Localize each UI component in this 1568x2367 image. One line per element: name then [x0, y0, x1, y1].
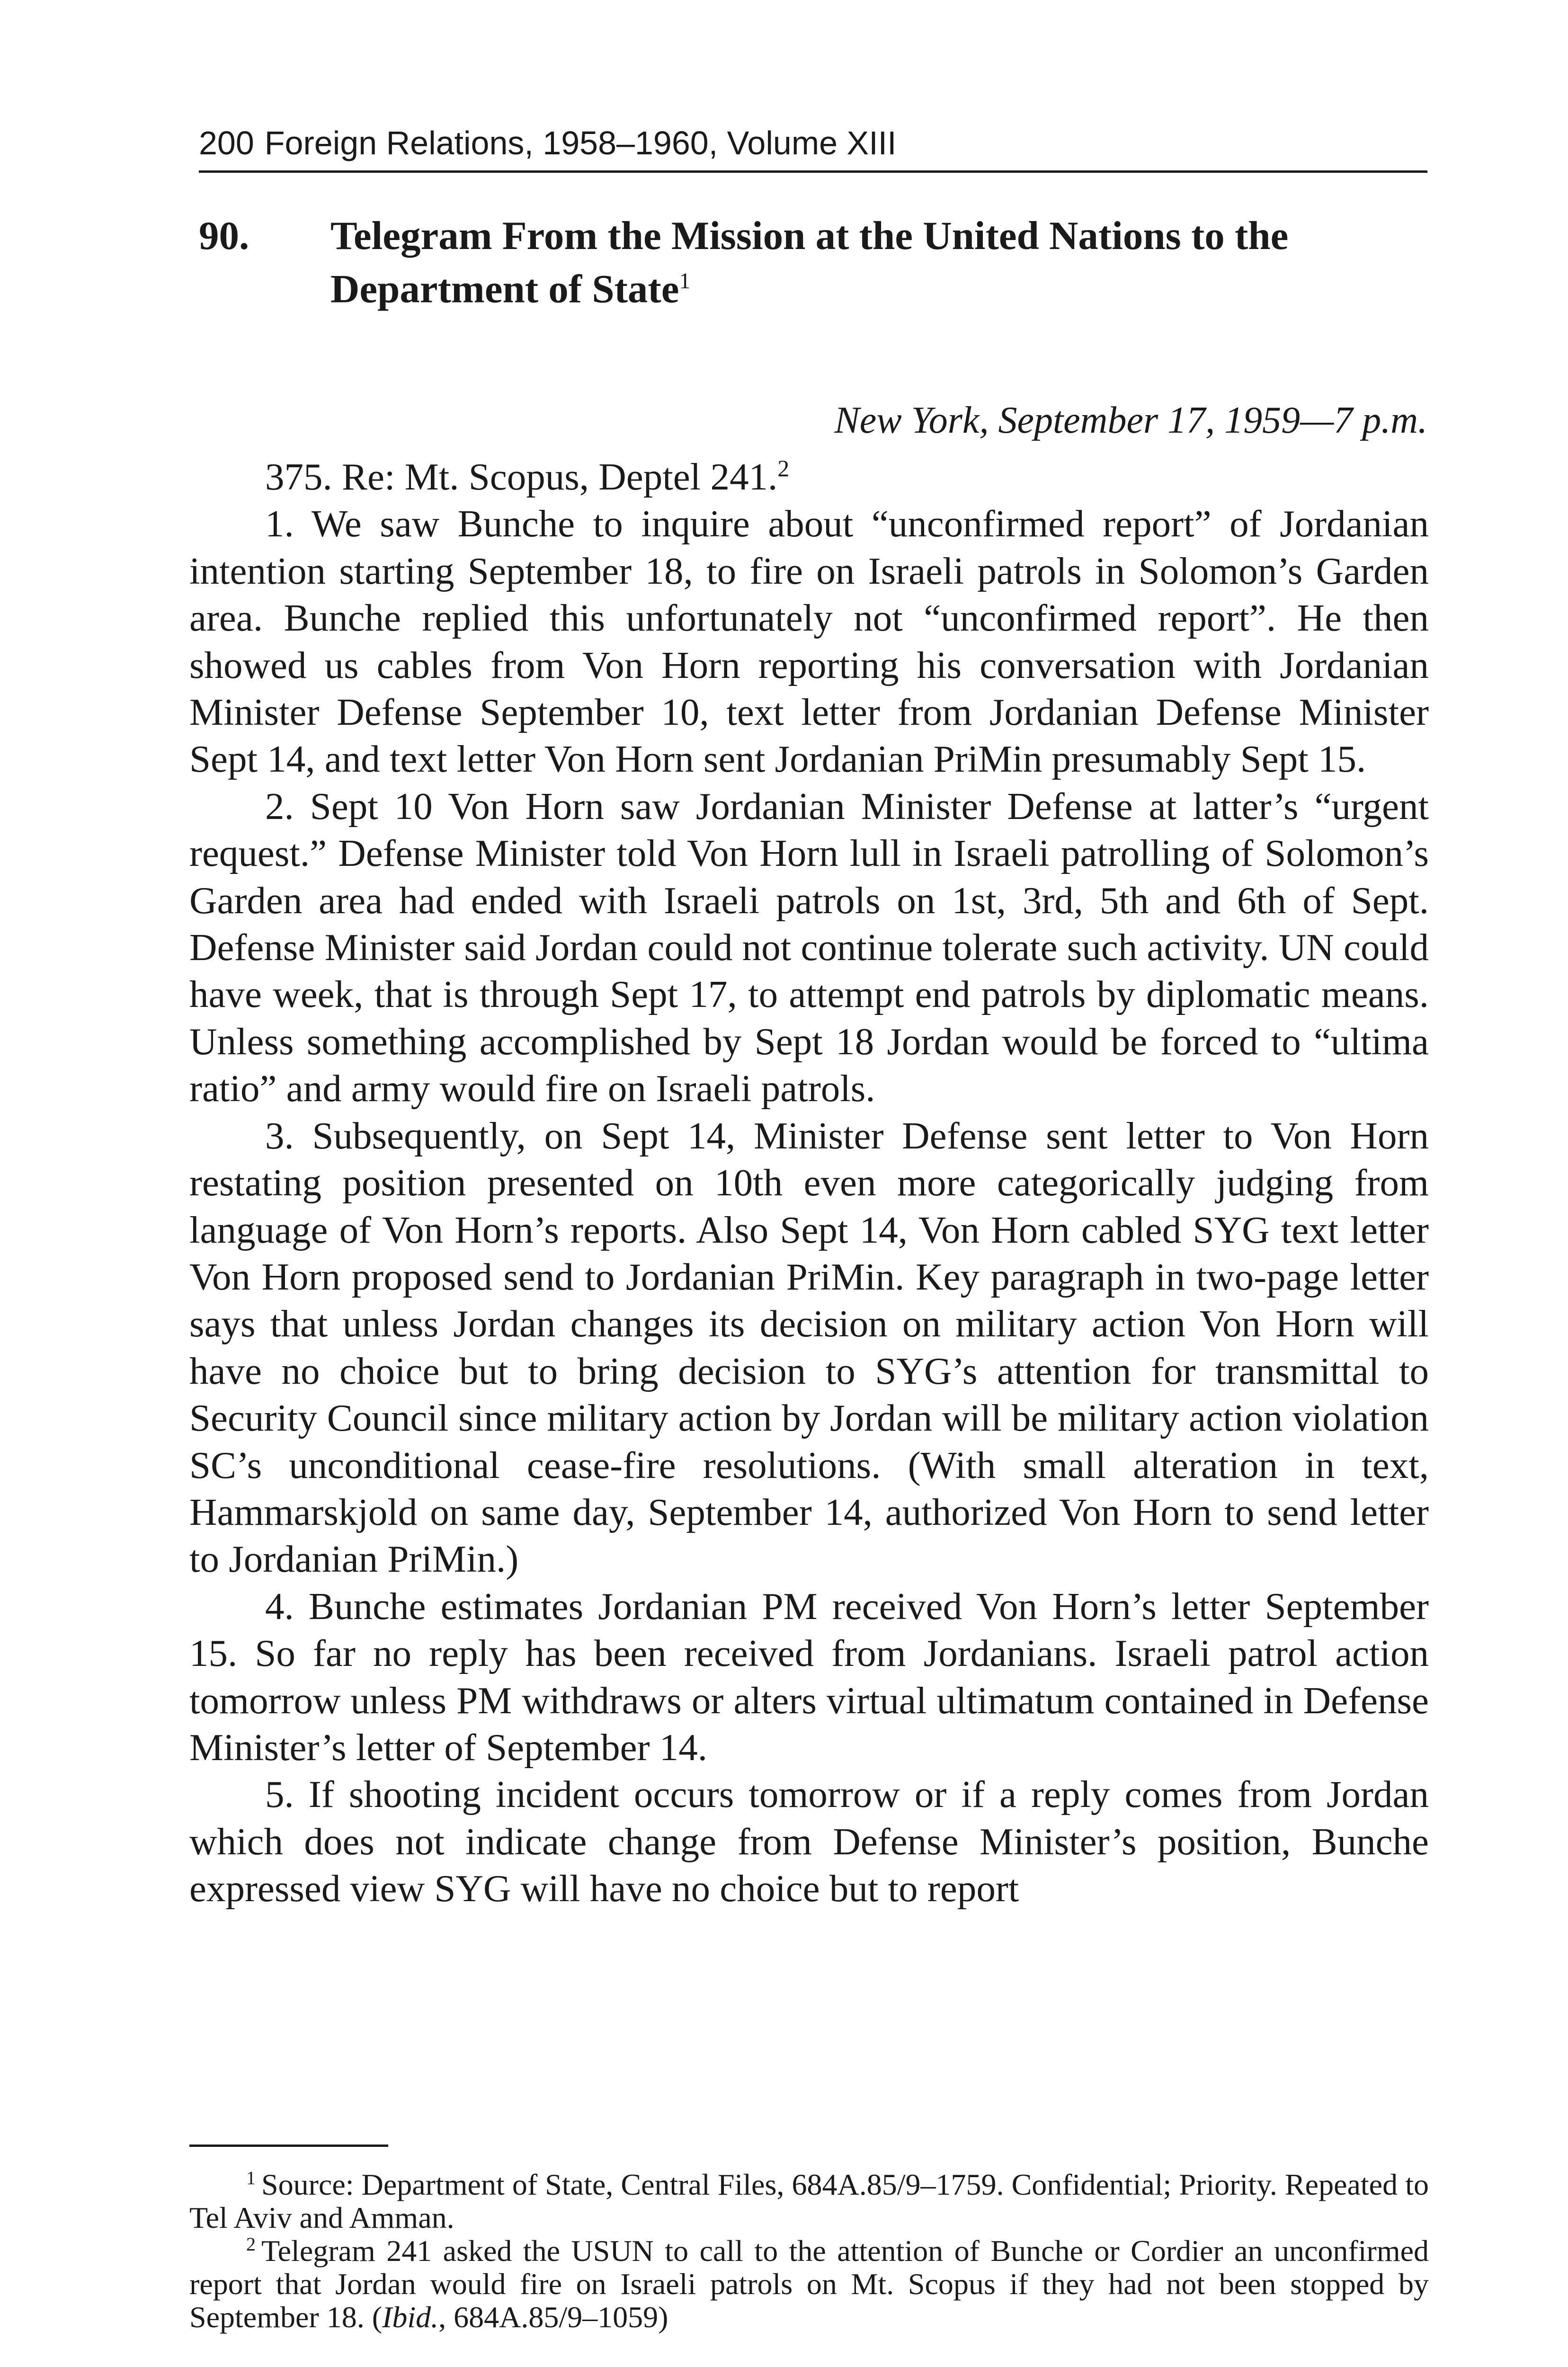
document-title [330, 213, 1419, 311]
paragraph-1: 1. We saw Bunche to inquire about “unconfirmed report” of Jordanian intention starting September 18, to fire on Israeli patrols in Solomon’s Garden area. Bunche replied this unfortunately not “unconfirmed report”. He then showed us cables from Von Horn reporting his conversation with Jordanian Minister Defense September 10, text letter from Jordanian Defense Minister Sept 14, and text letter Von Horn sent Jordanian PriMin presumably Sept 15. [189, 502, 1429, 781]
footnote-1 [189, 2168, 1429, 2234]
page-number: 200 [199, 125, 254, 161]
document-title-text: Telegram From the Mission at the United Nations to the Department of State [330, 214, 1289, 311]
footnote-2-text: Telegram 241 asked the USUN to call to the attention of Bunche or Cordier an unconfirmed report that Jordan would fire on Israeli patrols on Mt. Scopus if they had not been stopped by September 18. ( [189, 2234, 1429, 2334]
footnote-1-marker: 1 [246, 2167, 256, 2189]
book-title: Foreign Relations, 1958–1960, Volume XIII [264, 125, 897, 161]
footnote-2-ibid: Ibid. [382, 2300, 439, 2334]
paragraph-3: 3. Subsequently, on Sept 14, Minister Defense sent letter to Von Horn restating position presented on 10th even more categorically judging from language of Von Horn’s reports. Also Sept 14, Von Horn cabled SYG text letter Von Horn proposed send to Jordanian PriMin. Key paragraph in two-page letter says that unless Jordan changes its decision on military action Von Horn will have no choice but to bring decision to SYG’s attention for transmittal to Security Council since military action by Jordan will be military action violation SC’s unconditional cease-fire resolutions. (With small alteration in text, Hammarskjold on same day, September 14, authorized Von Horn to send letter to Jordanian PriMin.) [189, 1114, 1429, 1581]
running-head [199, 121, 1430, 166]
footnote-2 [189, 2234, 1429, 2334]
footnote-1-text: Source: Department of State, Central Files, 684A.85/9–1759. Confidential; Priority. Repeated to Tel Aviv and Amman. [189, 2168, 1429, 2234]
document-number: 90. [199, 214, 249, 258]
footnote-2-marker: 2 [246, 2233, 256, 2255]
title-footnote-marker[interactable]: 1 [679, 268, 691, 294]
reference-footnote-marker[interactable]: 2 [777, 455, 790, 481]
footnote-rule [189, 2145, 388, 2147]
footnotes [189, 2168, 1429, 2334]
reference-text: 375. Re: Mt. Scopus, Deptel 241. [265, 455, 778, 498]
paragraph-2: 2. Sept 10 Von Horn saw Jordanian Minister Defense at latter’s “urgent request.” Defense Minister told Von Horn lull in Israeli patrolling of Solomon’s Garden area had ended with Israeli patrols on 1st, 3rd, 5th and 6th of Sept. Defense Minister said Jordan could not continue tolerate such activity. UN could have week, that is through Sept 17, to attempt end patrols by diplomatic means. Unless something accomplished by Sept 18 Jordan would be forced to “ultima ratio” and army would fire on Israeli patrols. [189, 784, 1429, 1110]
dateline: New York, September 17, 1959—7 p.m. [834, 400, 1427, 441]
reference-line [189, 454, 1429, 500]
footnote-2-text-end: , 684A.85/9–1059) [438, 2300, 668, 2334]
paragraph-4: 4. Bunche estimates Jordanian PM received Von Horn’s letter September 15. So far no reply has been received from Jordanians. Israeli patrol action tomorrow unless PM withdraws or alters virtual ultimatum contained in Defense Minister’s letter of September 14. [189, 1584, 1429, 1769]
header-rule [199, 170, 1427, 173]
telegram-body [189, 454, 1429, 1913]
paragraph-5: 5. If shooting incident occurs tomorrow or if a reply comes from Jordan which does not indicate change from Defense Minister’s position, Bunche expressed view SYG will have no choice but to report [189, 1773, 1429, 1910]
